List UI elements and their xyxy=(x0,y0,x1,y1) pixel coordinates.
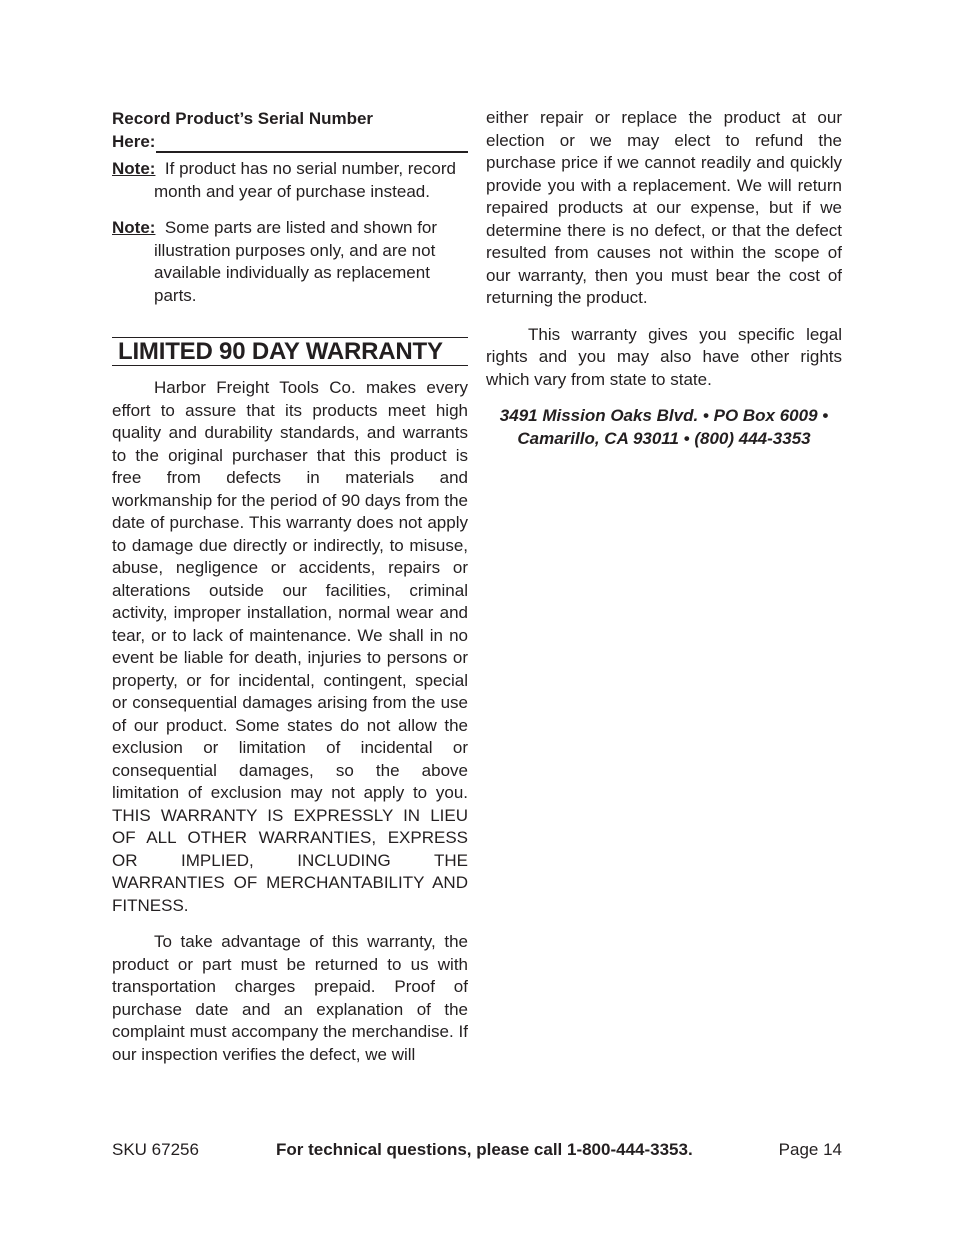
serial-number-blank-line xyxy=(156,133,468,153)
footer-tech-support: For technical questions, please call 1-800-444-3353. xyxy=(276,1140,693,1159)
serial-label-line1: Record Product’s Serial Number xyxy=(112,109,374,128)
serial-here-label: Here: xyxy=(112,132,156,151)
note-serial xyxy=(112,158,468,203)
warranty-paragraph-3: This warranty gives you specific legal rights and you may also have other rights which vary from state to state. xyxy=(486,324,842,389)
footer-sku: SKU 67256 xyxy=(112,1140,199,1159)
note-label: Note: xyxy=(112,159,156,178)
company-address: 3491 Mission Oaks Blvd. • PO Box 6009 • Camarillo, CA 93011 • (800) 444-3353 xyxy=(499,406,829,448)
serial-number-record xyxy=(112,107,468,153)
note-text: Some parts are listed and shown for illustration purposes only, and are not available individually as replacement parts. xyxy=(154,218,438,305)
warranty-paragraph-1: Harbor Freight Tools Co. makes every effort to assure that its products meet high quality and durability standards, and warrants to the original purchaser that this product is free from defects in materials and workmanship for the period of 90 days from the date of purchase. This warranty does not apply to damage due directly or indirectly, to misuse, abuse, negligence or accidents, repairs or alterations outside our facilities, criminal activity, improper installation, normal wear and tear, or to lack of maintenance. We shall in no event be liable for death, injuries to persons or property, or for incidental, contingent, special or consequential damages arising from the use of our product. Some states do not allow the exclusion or limitation of incidental or consequential damages, so the above limitation of exclusion may not apply to you. THIS WARRANTY IS EXPRESSLY IN LIEU OF ALL OTHER WARRANTIES, EXPRESS OR IMPLIED, INCLUDING THE WARRANTIES OF MERCHANTABILITY AND FITNESS. xyxy=(112,378,468,915)
note-text: If product has no serial number, record month and year of purchase instead. xyxy=(154,159,456,201)
warranty-paragraph-2: To take advantage of this warranty, the product or part must be returned to us with transportation charges prepaid. Proof of purchase date and an explanation of the complaint must accompany the merchandise. If our inspection verifies the defect, we will xyxy=(112,932,468,1064)
serial-label-line2 xyxy=(112,130,468,153)
right-column xyxy=(486,107,842,450)
footer-page-number: Page 14 xyxy=(778,1140,842,1159)
warranty-paragraph-2-continued: either repair or replace the product at our election or we may elect to refund the purchase price if we cannot readily and quickly provide you with a replacement. We will return repaired products at our expense, but if we determine there is no defect, or that the defect resulted from causes not within the scope of our warranty, then you must bear the cost of returning the product. xyxy=(486,108,842,307)
note-label: Note: xyxy=(112,218,156,237)
left-column xyxy=(112,107,468,1066)
note-parts xyxy=(112,217,468,307)
warranty-heading: LIMITED 90 DAY WARRANTY xyxy=(112,337,468,366)
